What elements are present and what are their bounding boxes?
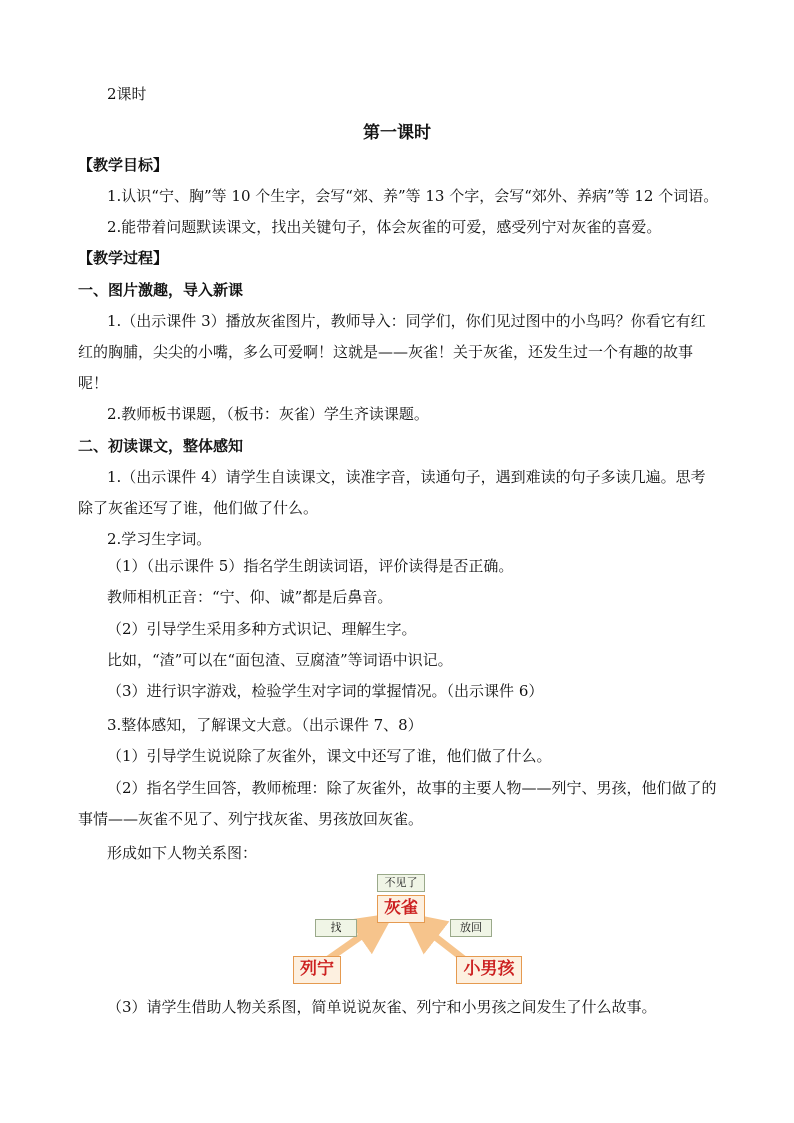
paragraph-2-3b: （2）指名学生回答，教师梳理：除了灰雀外，故事的主要人物——列宁、男孩，他们做了的事情——灰雀不见了、列宁找灰雀、男孩放回灰雀。 <box>78 779 717 828</box>
heading-process: 【教学过程】 <box>78 249 169 267</box>
paragraph-2-2: 2.学习生字词。 <box>107 530 212 548</box>
character-relationship-diagram <box>285 868 535 986</box>
node-lenin: 列宁 <box>293 956 341 984</box>
paragraph-2-3c: 形成如下人物关系图： <box>107 844 258 862</box>
paragraph-2-2a: （1）（出示课件 5）指名学生朗读词语，评价读得是否正确。 <box>107 557 514 575</box>
goal-2: 2.能带着问题默读课文，找出关键句子，体会灰雀的可爱，感受列宁对灰雀的喜爱。 <box>107 218 662 236</box>
tag-release: 放回 <box>450 919 492 937</box>
paragraph-2-3a: （1）引导学生说说除了灰雀外，课文中还写了谁，他们做了什么。 <box>107 747 552 765</box>
paragraph-2-3: 3.整体感知，了解课文大意。（出示课件 7、8） <box>107 716 423 734</box>
node-grey-sparrow: 灰雀 <box>377 895 425 923</box>
paragraph-1-2: 2.教师板书课题，（板书：灰雀）学生齐读课题。 <box>107 405 429 423</box>
goal-1: 1.认识“宁、胸”等 10 个生字，会写“郊、养”等 13 个字，会写“郊外、养病”等 12 个词语。 <box>107 187 719 205</box>
paragraph-1-1: 1.（出示课件 3）播放灰雀图片，教师导入：同学们，你们见过图中的小鸟吗？你看它有红红的胸脯，尖尖的小嘴，多么可爱啊！这就是——灰雀！关于灰雀，还发生过一个有趣的故事呢！ <box>78 312 706 392</box>
node-little-boy: 小男孩 <box>456 956 522 984</box>
section-title: 第一课时 <box>363 123 431 143</box>
header-text: 2课时 <box>107 85 147 103</box>
paragraph-2-2c: （2）引导学生采用多种方式识记、理解生字。 <box>107 620 417 638</box>
part-2-title: 二、初读课文，整体感知 <box>78 437 244 455</box>
paragraph-2-2b: 教师相机正音：“宁、仰、诚”都是后鼻音。 <box>107 588 393 606</box>
tag-search: 找 <box>315 919 357 937</box>
paragraph-2-1: 1.（出示课件 4）请学生自读课文，读准字音，读通句子，遇到难读的句子多读几遍。思考除了灰雀还写了谁，他们做了什么。 <box>78 468 706 517</box>
part-1-title: 一、图片激趣，导入新课 <box>78 281 244 299</box>
paragraph-2-2e: （3）进行识字游戏，检验学生对字词的掌握情况。（出示课件 6） <box>107 682 544 700</box>
paragraph-2-3d: （3）请学生借助人物关系图，简单说说灰雀、列宁和小男孩之间发生了什么故事。 <box>107 998 657 1016</box>
paragraph-2-2d: 比如，“渣”可以在“面包渣、豆腐渣”等词语中识记。 <box>107 651 453 669</box>
tag-disappeared: 不见了 <box>377 874 425 892</box>
heading-goals: 【教学目标】 <box>78 156 169 174</box>
